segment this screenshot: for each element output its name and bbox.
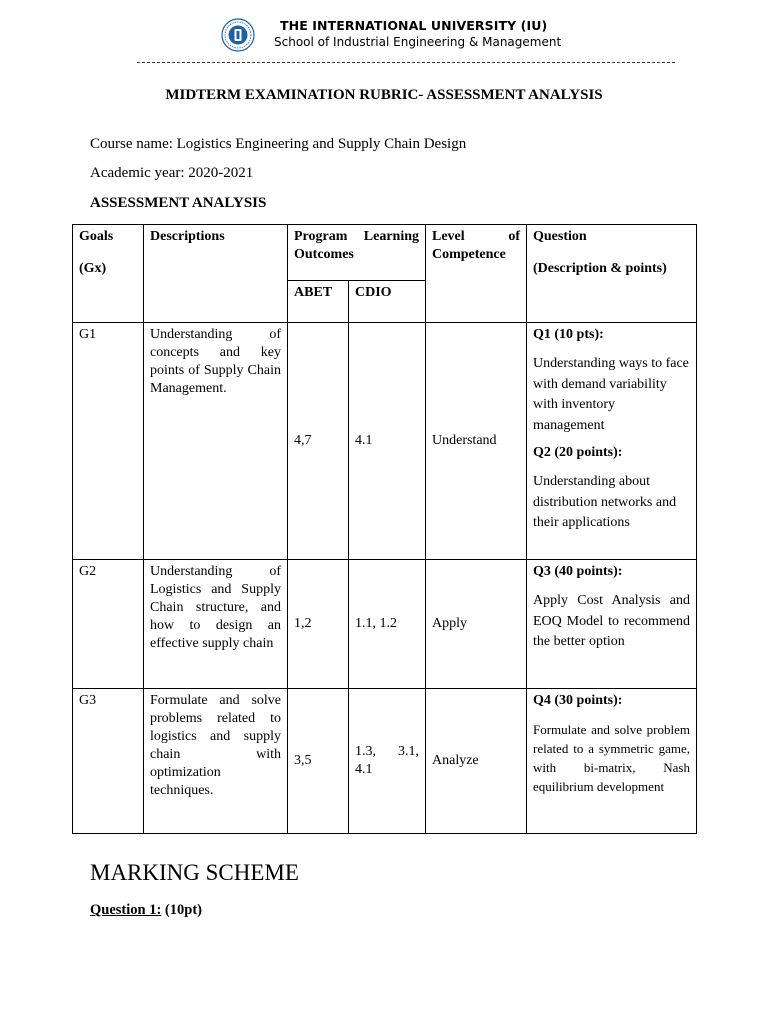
question-1-points: (10pt) [164, 902, 202, 918]
abet-cell: 4,7 [288, 323, 349, 560]
header-divider [137, 62, 675, 63]
university-name: THE INTERNATIONAL UNIVERSITY (IU) [280, 18, 548, 33]
question-cell [527, 560, 697, 689]
academic-year: Academic year: 2020-2021 [90, 165, 254, 181]
marking-scheme-heading: MARKING SCHEME [90, 860, 299, 885]
header-cdio: CDIO [349, 281, 426, 323]
header-plo-word1: Program [294, 229, 348, 244]
table-header-row [73, 225, 697, 281]
question-text: Understanding ways to face with demand variability with inventory management [533, 356, 689, 433]
header-plo-line2: Outcomes [294, 247, 354, 262]
header-abet: ABET [288, 281, 349, 323]
goal-cell: G3 [73, 689, 144, 834]
header-question [527, 225, 697, 323]
goal-cell: G1 [73, 323, 144, 560]
cdio-cell: 4.1 [349, 323, 426, 560]
description-cell: Formulate and solve problems related to logistics and supply chain with optimization techniques. [144, 689, 288, 834]
level-cell: Understand [426, 323, 527, 560]
abet-cell: 1,2 [288, 560, 349, 689]
level-cell: Apply [426, 560, 527, 689]
table-row [73, 689, 697, 834]
table-row [73, 560, 697, 689]
question-1-heading [90, 902, 202, 919]
header-question-label: Question [533, 229, 587, 244]
question-1-label: Question 1: [90, 902, 162, 918]
question-heading: Q3 (40 points): [533, 564, 623, 579]
cdio-cell: 1.1, 1.2 [349, 560, 426, 689]
header-question-sub: (Description & points) [533, 261, 667, 276]
page-title: MIDTERM EXAMINATION RUBRIC- ASSESSMENT ANALYSIS [165, 87, 603, 103]
cdio-cell: 1.3, 3.1, 4.1 [349, 689, 426, 834]
abet-cell: 3,5 [288, 689, 349, 834]
header-level-word2: of [508, 229, 520, 244]
header-goals [73, 225, 144, 323]
document-header [0, 14, 768, 64]
question-text: Formulate and solve problem related to a symmetric game, with bi-matrix, Nash equilibrium development [533, 722, 690, 794]
description-cell: Understanding of Logistics and Supply Chain structure, and how to design an effective supply chain [144, 560, 288, 689]
course-name: Course name: Logistics Engineering and Supply Chain Design [90, 136, 467, 152]
school-name: School of Industrial Engineering & Management [274, 35, 562, 49]
header-level [426, 225, 527, 323]
question-text: Apply Cost Analysis and EOQ Model to recommend the better option [533, 593, 690, 649]
assessment-table [72, 224, 697, 834]
header-descriptions: Descriptions [144, 225, 288, 323]
university-seal-icon [221, 18, 255, 52]
header-plo [288, 225, 426, 281]
section-heading: ASSESSMENT ANALYSIS [90, 195, 267, 211]
header-goals-label: Goals [79, 229, 114, 244]
question-text: Understanding about distribution networks and their applications [533, 474, 677, 530]
question-heading: Q2 (20 points): [533, 445, 623, 460]
question-cell [527, 323, 697, 560]
header-plo-word2: Learning [363, 229, 419, 244]
level-cell: Analyze [426, 689, 527, 834]
question-heading: Q1 (10 pts): [533, 327, 604, 342]
question-heading: Q4 (30 points): [533, 693, 623, 708]
description-cell: Understanding of concepts and key points of Supply Chain Management. [144, 323, 288, 560]
header-level-line2: Competence [432, 247, 506, 262]
header-goals-sub: (Gx) [79, 261, 107, 276]
table-row [73, 323, 697, 560]
question-cell [527, 689, 697, 834]
header-level-word1: Level [432, 229, 465, 244]
goal-cell: G2 [73, 560, 144, 689]
